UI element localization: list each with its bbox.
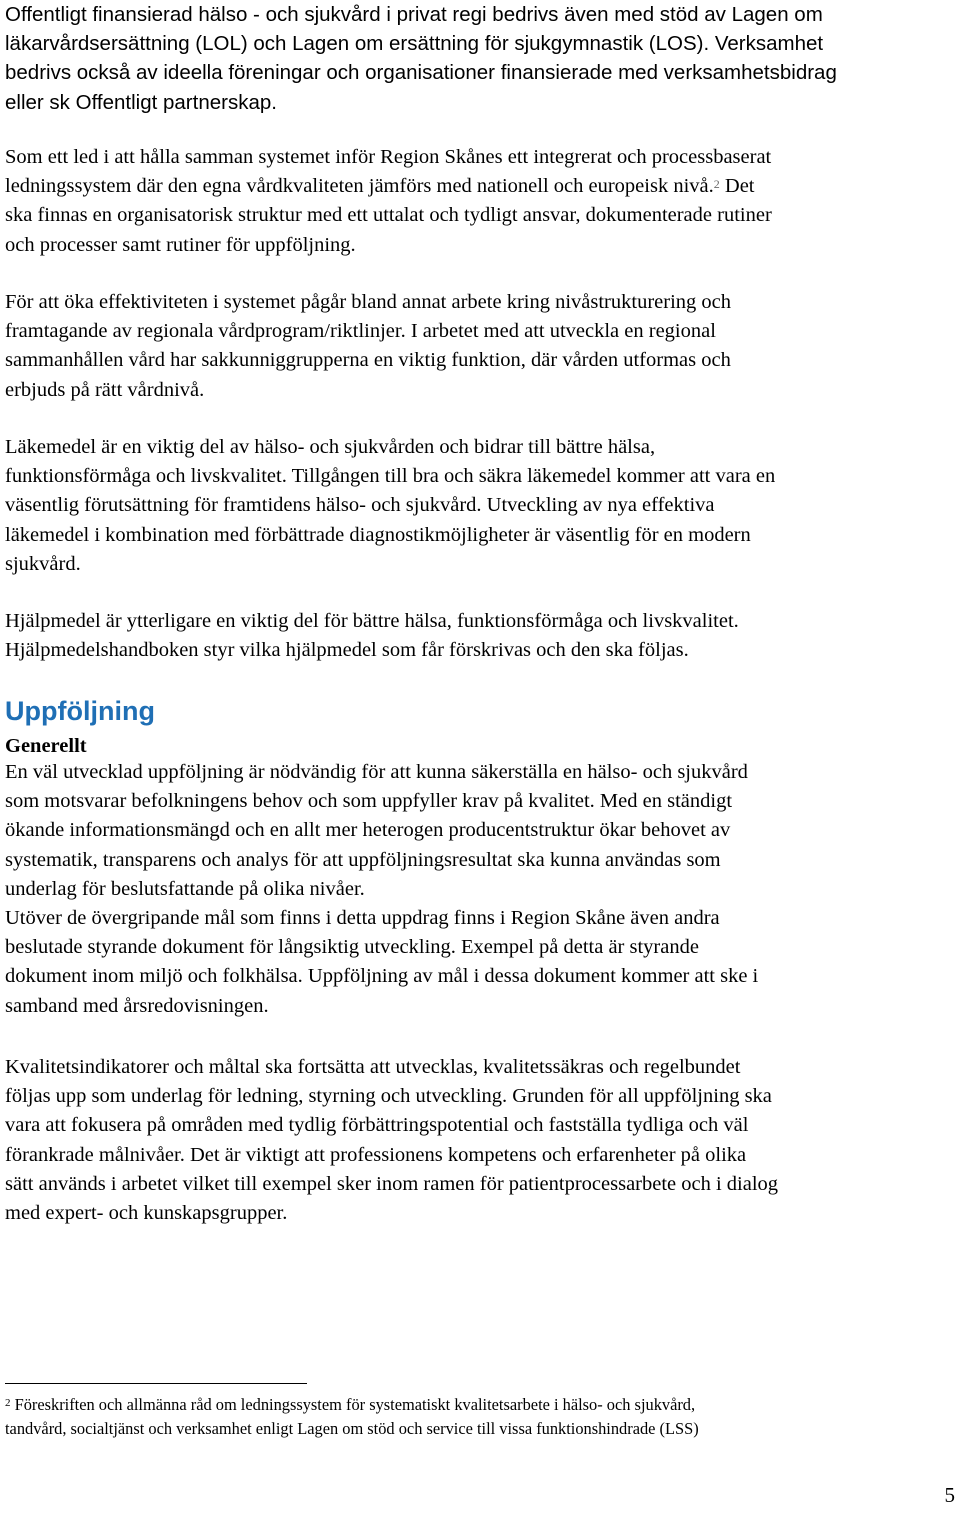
text-line: ska finnas en organisatorisk struktur med ett uttalat och tydligt ansvar, dokumenterade rutiner bbox=[5, 204, 772, 227]
section-subheading: Generellt bbox=[5, 735, 87, 757]
text-line: Offentligt finansierad hälso - och sjukvård i privat regi bedrivs även med stöd av Lagen om bbox=[5, 3, 823, 26]
text-line: dokument inom miljö och folkhälsa. Uppföljning av mål i dessa dokument kommer att ske i bbox=[5, 965, 759, 988]
text-line: som motsvarar befolkningens behov och som uppfyller krav på kvalitet. Med en ständigt bbox=[5, 790, 733, 813]
text-line: sätt används i arbetet vilket till exempel sker inom ramen för patientprocessarbete och i dialog bbox=[5, 1172, 779, 1195]
text-line: En väl utvecklad uppföljning är nödvändig för att kunna säkerställa en hälso- och sjukvård bbox=[5, 761, 748, 783]
text-line: sammanhållen vård har sakkunniggrupperna en viktig funktion, där vården utformas och bbox=[5, 349, 731, 372]
text-line: Kvalitetsindikatorer och måltal ska fortsätta att utvecklas, kvalitetssäkras och regelbundet bbox=[5, 1056, 741, 1078]
text-line: Utöver de övergripande mål som finns i detta uppdrag finns i Region Skåne även andra bbox=[5, 907, 720, 930]
text-line: Läkemedel är en viktig del av hälso- och sjukvården och bidrar till bättre hälsa, bbox=[5, 436, 656, 458]
footnote-number: 2 bbox=[5, 1397, 11, 1409]
text-line: samband med årsredovisningen. bbox=[5, 994, 269, 1017]
text-line: bedrivs också av ideella föreningar och organisationer finansierade med verksamhetsbidrag bbox=[5, 61, 837, 85]
page-number: 5 bbox=[944, 1483, 955, 1507]
text-line: Hjälpmedelshandboken styr vilka hjälpmedel som får förskrivas och den ska följas. bbox=[5, 639, 689, 662]
footnote-line: tandvård, socialtjänst och verksamhet enligt Lagen om stöd och service till vissa funktionshindrade (LSS) bbox=[5, 1418, 699, 1438]
ledningssystem-paragraph bbox=[5, 143, 960, 260]
text-segment: ledningssystem där den egna vårdkvaliteten jämförs med nationell och europeisk nivå. bbox=[5, 175, 714, 198]
text-line: med expert- och kunskapsgrupper. bbox=[5, 1202, 288, 1225]
text-line: underlag för beslutsfattande på olika nivåer. bbox=[5, 877, 365, 900]
text-line: sjukvård. bbox=[5, 552, 81, 575]
text-line: erbjuds på rätt vårdnivå. bbox=[5, 378, 205, 401]
text-line-with-footnote bbox=[5, 172, 960, 201]
text-line: läkarvårdsersättning (LOL) och Lagen om ersättning för sjukgymnastik (LOS). Verksamhet bbox=[5, 32, 824, 56]
text-line: funktionsförmåga och livskvalitet. Tillgången till bra och säkra läkemedel kommer att vara en bbox=[5, 465, 776, 488]
footnote-reference[interactable]: 2 bbox=[713, 177, 720, 192]
text-segment: Det bbox=[719, 175, 755, 198]
text-line: beslutade styrande dokument för långsiktig utveckling. Exempel på detta är styrande bbox=[5, 936, 699, 959]
intro-paragraph bbox=[5, 0, 960, 117]
text-line: vara att fokusera på områden med tydlig förbättringspotential och fastställa tydliga och väl bbox=[5, 1114, 749, 1137]
text-line: ökande informationsmängd och en allt mer heterogen producentstruktur ökar behovet av bbox=[5, 819, 731, 842]
footnote-text: Föreskriften och allmänna råd om ledningssystem för systematiskt kvalitetsarbete i hälso- och sjukvård, bbox=[10, 1395, 696, 1414]
text-line: Som ett led i att hålla samman systemet inför Region Skånes ett integrerat och processbaserat bbox=[5, 146, 772, 168]
text-line: väsentlig förutsättning för framtidens hälso- och sjukvård. Utveckling av nya effektiva bbox=[5, 494, 715, 517]
text-line: framtagande av regionala vårdprogram/riktlinjer. I arbetet med att utveckla en regional bbox=[5, 320, 716, 343]
effektivitet-paragraph bbox=[5, 288, 960, 405]
text-line: Hjälpmedel är ytterligare en viktig del för bättre hälsa, funktionsförmåga och livskvalitet. bbox=[5, 610, 739, 632]
hjalpmedel-paragraph bbox=[5, 607, 960, 665]
section-heading: Uppföljning bbox=[5, 696, 155, 726]
text-line: För att öka effektiviteten i systemet pågår bland annat arbete kring nivåstrukturering och bbox=[5, 291, 731, 313]
text-line: och processer samt rutiner för uppföljning. bbox=[5, 233, 356, 256]
footnote-line bbox=[5, 1393, 699, 1417]
lakemedel-paragraph bbox=[5, 433, 960, 579]
text-line: läkemedel i kombination med förbättrade diagnostikmöjligheter är väsentlig för en modern bbox=[5, 523, 751, 546]
text-line: förankrade målnivåer. Det är viktigt att professionens kompetens och erfarenheter på olika bbox=[5, 1143, 747, 1166]
kvalitet-paragraph bbox=[5, 1053, 960, 1228]
text-line: eller sk Offentligt partnerskap. bbox=[5, 90, 277, 114]
text-line: följas upp som underlag för ledning, styrning och utveckling. Grunden för all uppföljning ska bbox=[5, 1085, 772, 1108]
footnote bbox=[5, 1393, 699, 1440]
generellt-paragraph bbox=[5, 758, 960, 1021]
footnote-separator bbox=[5, 1383, 307, 1384]
text-line: systematik, transparens och analys för att uppföljningsresultat ska kunna användas som bbox=[5, 848, 721, 871]
